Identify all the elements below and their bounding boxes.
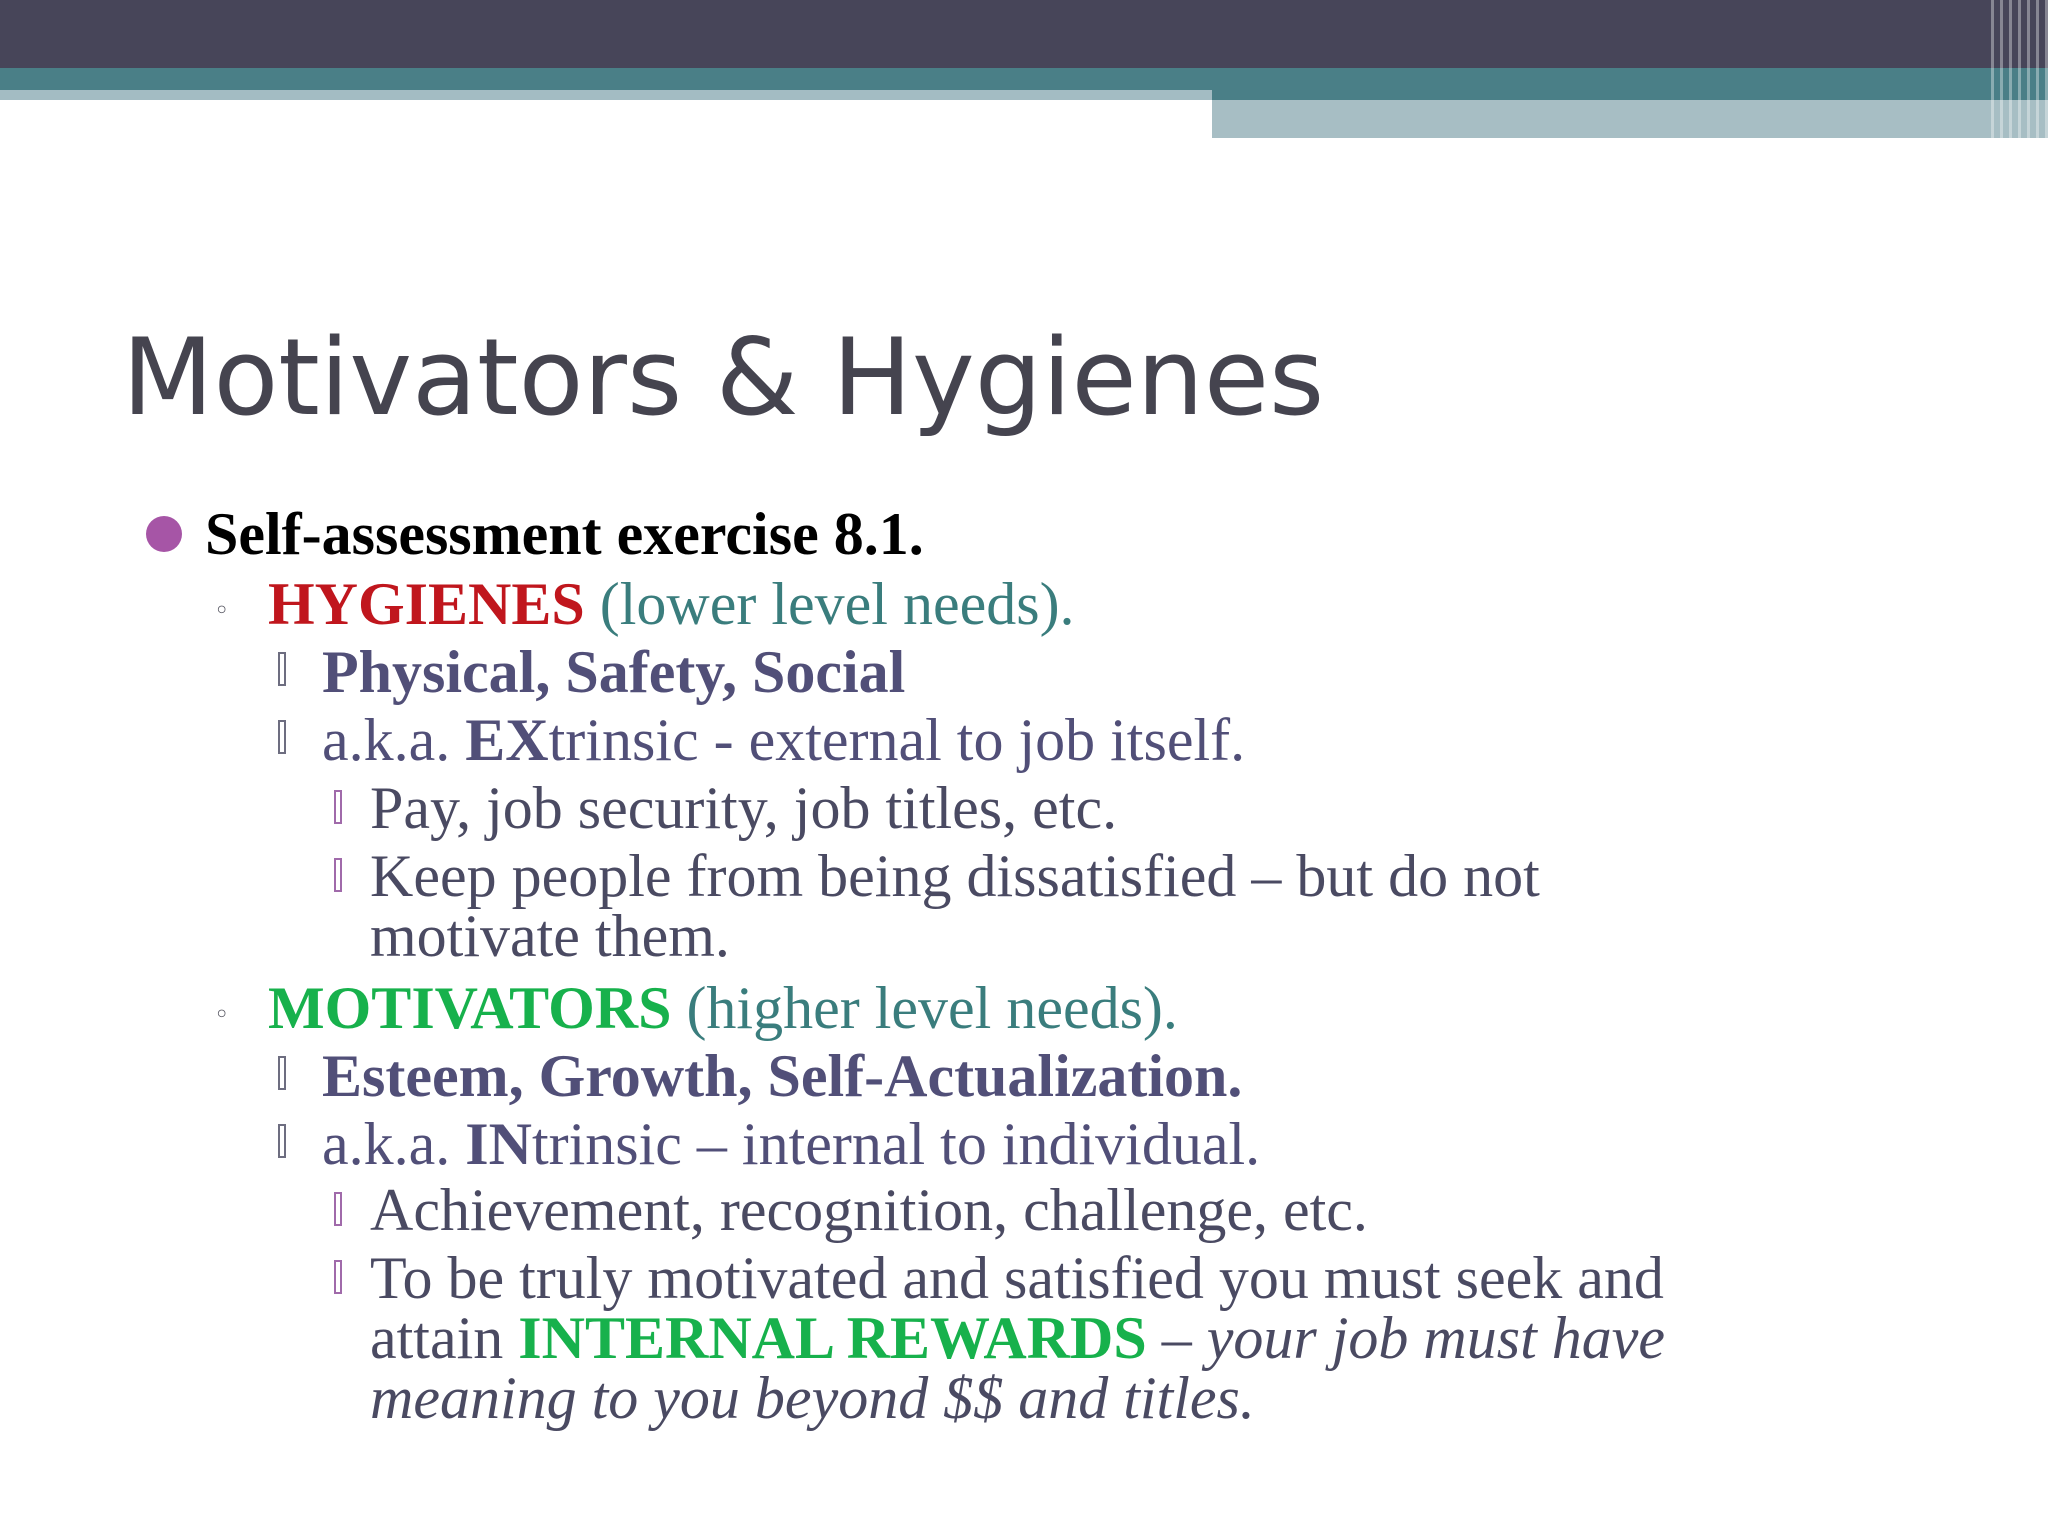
hygienes-heading-rest: (lower level needs).	[584, 571, 1075, 637]
box-bullet-icon	[334, 1192, 342, 1226]
hygienes-extrinsic	[322, 706, 1245, 775]
extrinsic-bold: EX	[465, 707, 549, 773]
bullet-dot-icon	[146, 516, 182, 552]
circle-bullet-icon: ◦	[214, 1000, 230, 1030]
aka-prefix: a.k.a.	[322, 707, 466, 773]
intrinsic-rest: trinsic – internal to individual.	[531, 1111, 1261, 1177]
aka-prefix: a.k.a.	[322, 1111, 466, 1177]
box-bullet-icon	[278, 720, 286, 754]
hygienes-needs: Physical, Safety, Social	[322, 639, 906, 705]
hygienes-heading	[268, 570, 1075, 639]
motivators-note-line2	[370, 1304, 1665, 1373]
motivators-heading-rest: (higher level needs).	[671, 975, 1178, 1041]
hygienes-note-line1: Keep people from being dissatisfied – but do not	[370, 843, 1540, 909]
motivators-heading	[268, 974, 1178, 1043]
internal-rewards: INTERNAL REWARDS	[518, 1305, 1147, 1371]
hygienes-examples: Pay, job security, job titles, etc.	[370, 775, 1118, 841]
slide-title: Motivators & Hygienes	[122, 316, 1325, 439]
dash: –	[1146, 1305, 1207, 1371]
level1-text: Self-assessment exercise 8.1.	[205, 501, 924, 567]
motivators-note-line3: meaning to you beyond $$ and titles.	[370, 1365, 1255, 1431]
extrinsic-rest: trinsic - external to job itself.	[548, 707, 1246, 773]
circle-bullet-icon: ◦	[214, 596, 230, 626]
intrinsic-bold: IN	[465, 1111, 532, 1177]
box-bullet-icon	[278, 1056, 286, 1090]
motivators-label: MOTIVATORS	[268, 975, 672, 1041]
hygienes-note-line2: motivate them.	[370, 903, 730, 969]
motivators-intrinsic	[322, 1110, 1260, 1179]
attain-prefix: attain	[370, 1305, 519, 1371]
box-bullet-icon	[334, 858, 342, 892]
job-meaning-italic: your job must have	[1206, 1305, 1666, 1371]
box-bullet-icon	[278, 652, 286, 686]
motivators-examples: Achievement, recognition, challenge, etc.	[370, 1177, 1368, 1243]
motivators-note-line1: To be truly motivated and satisfied you must seek and	[370, 1245, 1664, 1311]
box-bullet-icon	[334, 790, 342, 824]
motivators-needs: Esteem, Growth, Self-Actualization.	[322, 1043, 1243, 1109]
hygienes-label: HYGIENES	[268, 571, 585, 637]
box-bullet-icon	[278, 1124, 286, 1158]
box-bullet-icon	[334, 1260, 342, 1294]
